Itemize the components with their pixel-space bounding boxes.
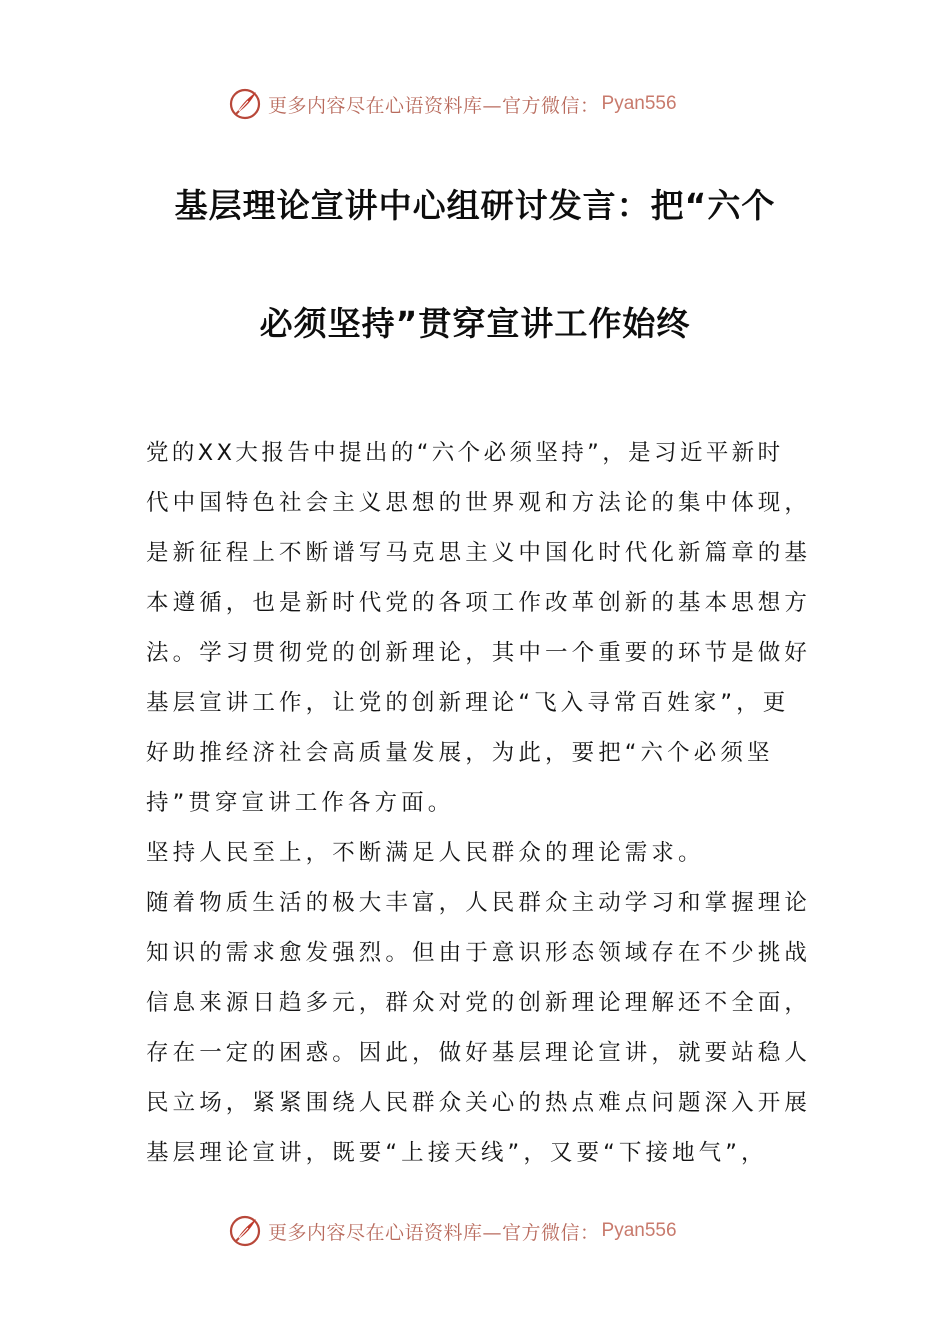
quill-logo-icon	[228, 87, 262, 121]
document-title-line-1: 基层理论宣讲中心组研讨发言：把“六个	[174, 186, 776, 225]
body-line: 法。学习贯彻党的创新理论，其中一个重要的环节是做好	[146, 640, 812, 666]
watermark-text: 更多内容尽在心语资料库—官方微信：	[268, 1221, 600, 1244]
quill-logo-icon	[228, 1214, 262, 1248]
body-line: 知识的需求愈发强烈。但由于意识形态领域存在不少挑战	[146, 940, 812, 966]
section-heading: 坚持人民至上，不断满足人民群众的理论需求。	[146, 840, 705, 866]
watermark-footer	[228, 1211, 788, 1251]
body-line: 本遵循，也是新时代党的各项工作改革创新的基本思想方	[146, 590, 812, 616]
body-line: 信息来源日趋多元，群众对党的创新理论理解还不全面，	[146, 990, 812, 1016]
body-line: 存在一定的困惑。因此，做好基层理论宣讲，就要站稳人	[146, 1040, 812, 1066]
body-line: 是新征程上不断谱写马克思主义中国化时代化新篇章的基	[146, 540, 812, 566]
body-line: 基层理论宣讲，既要“上接天线”，又要“下接地气”，	[146, 1140, 768, 1166]
body-line: 持”贯穿宣讲工作各方面。	[146, 790, 455, 816]
watermark-wechat-id: Pyan556	[601, 93, 677, 114]
body-line: 代中国特色社会主义思想的世界观和方法论的集中体现，	[146, 490, 812, 516]
body-line: 基层宣讲工作，让党的创新理论“飞入寻常百姓家”，更	[146, 690, 790, 716]
body-line: 民立场，紧紧围绕人民群众关心的热点难点问题深入开展	[146, 1090, 812, 1116]
watermark-wechat-id: Pyan556	[601, 1220, 677, 1241]
watermark-text: 更多内容尽在心语资料库—官方微信：	[268, 94, 600, 117]
watermark-header	[228, 84, 788, 124]
body-line: 党的XX大报告中提出的“六个必须坚持”，是习近平新时	[146, 440, 784, 466]
body-line: 好助推经济社会高质量发展，为此，要把“六个必须坚	[146, 740, 774, 766]
body-line: 随着物质生活的极大丰富，人民群众主动学习和掌握理论	[146, 890, 812, 916]
document-body	[146, 428, 812, 1178]
document-title-line-2: 必须坚持”贯穿宣讲工作始终	[259, 304, 691, 343]
